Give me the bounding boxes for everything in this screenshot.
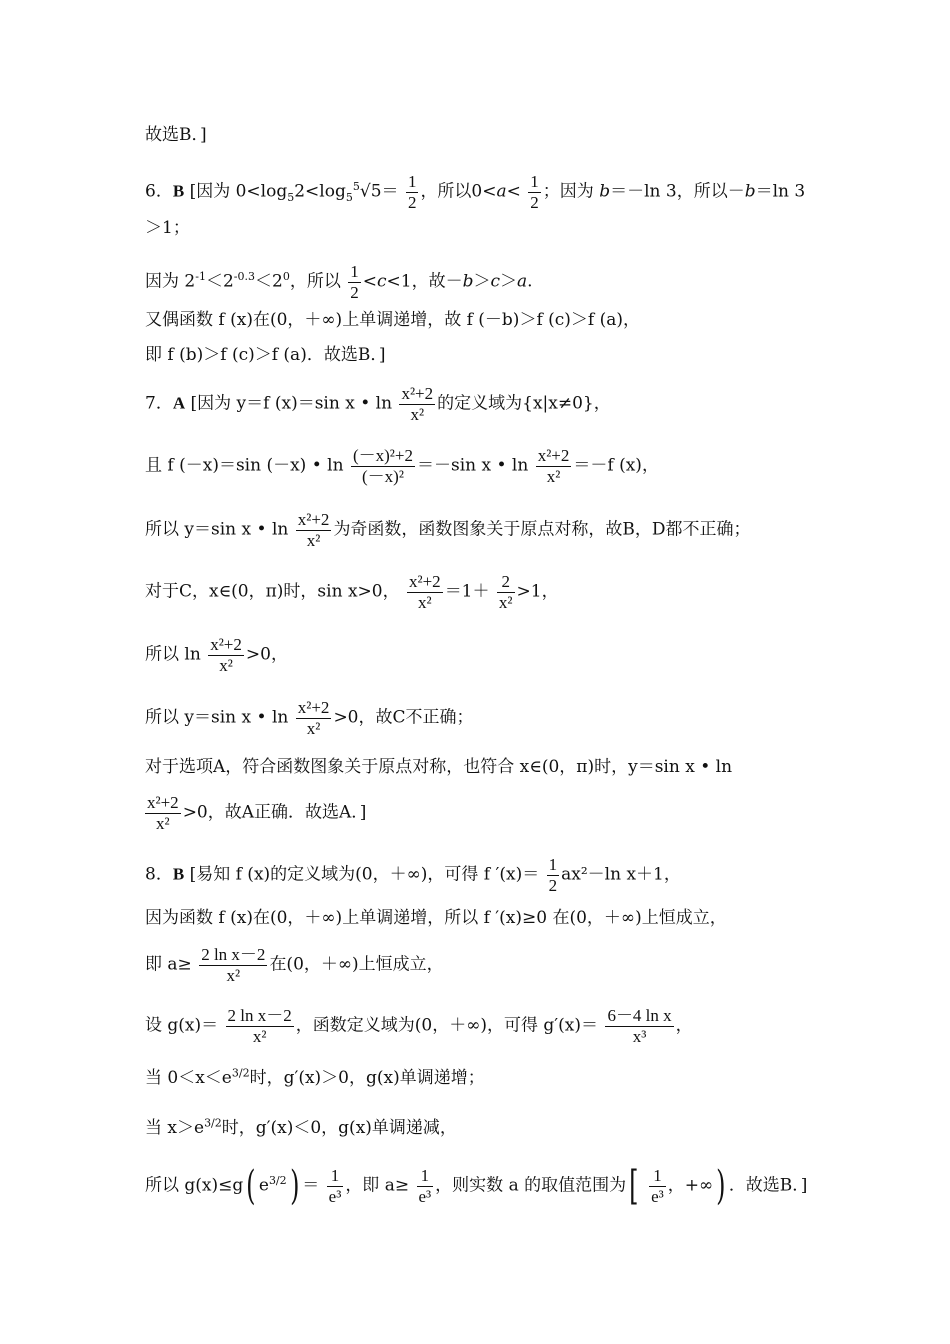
math-text: e³ xyxy=(328,1186,342,1206)
math-text: B xyxy=(172,864,185,884)
math-text: ＝－sin x • ln xyxy=(416,455,529,476)
line-15 xyxy=(145,855,681,895)
math-text: ＝1＋ xyxy=(444,581,490,602)
math-text: e³ xyxy=(418,1186,432,1206)
math-text: 所以 ln xyxy=(145,644,201,665)
math-text: x² xyxy=(306,718,321,738)
line-14 xyxy=(145,793,366,833)
line-5 xyxy=(145,312,640,329)
math-text: (－x)² xyxy=(362,466,404,486)
math-text: 1 xyxy=(327,1166,344,1187)
fraction xyxy=(407,572,443,612)
math-text: √ xyxy=(359,181,371,202)
math-text: -1 xyxy=(195,269,206,283)
line-11 xyxy=(145,635,288,675)
line-12 xyxy=(145,698,474,738)
math-text: ．故选B．] xyxy=(728,1175,808,1196)
fraction xyxy=(605,1006,673,1046)
line-19 xyxy=(145,1066,485,1088)
fraction xyxy=(327,1166,344,1206)
math-text: 5＝ xyxy=(370,181,399,202)
math-text: x²+2 xyxy=(401,384,434,403)
math-text: e xyxy=(258,1175,269,1196)
math-text: x² xyxy=(306,530,321,550)
math-text: 6－4 ln x xyxy=(607,1006,672,1025)
math-text: x² xyxy=(226,965,241,985)
fraction xyxy=(296,510,332,550)
fraction xyxy=(226,1006,294,1046)
math-text: ，所以0< xyxy=(420,181,497,202)
math-text: x² xyxy=(252,1026,267,1046)
math-text: -0.3 xyxy=(233,269,255,283)
line-1 xyxy=(145,127,207,144)
line-7 xyxy=(145,384,611,424)
math-text: 2 xyxy=(350,282,359,302)
line-3 xyxy=(145,220,190,237)
line-21 xyxy=(145,1163,808,1210)
math-text: 所以 y＝sin x • ln xyxy=(145,707,289,728)
math-text: 3/2 xyxy=(204,1116,222,1130)
math-text: 在(0，＋∞)上恒成立， xyxy=(269,954,444,975)
math-text: 因为函数 f (x)在(0，＋∞)上单调递增，所以 f ′(x)≥0 在(0，＋∞)上恒成立， xyxy=(145,908,727,928)
math-text: ， xyxy=(675,1015,693,1036)
math-text: 设 g(x)＝ xyxy=(145,1015,219,1036)
line-20 xyxy=(145,1116,457,1138)
math-text: [ xyxy=(629,1163,639,1210)
fraction xyxy=(417,1166,434,1206)
math-text: ＞ xyxy=(500,271,517,292)
math-text: 故选B．] xyxy=(145,125,207,145)
fraction xyxy=(536,446,572,486)
fraction xyxy=(145,793,181,833)
math-text: 5 xyxy=(352,179,360,193)
math-text: x² xyxy=(498,592,513,612)
math-text: 0 xyxy=(282,269,290,283)
fraction xyxy=(406,172,419,212)
math-text: 3/2 xyxy=(231,1066,250,1080)
math-text: >0，故A正确．故选A．] xyxy=(182,802,367,823)
line-4 xyxy=(145,262,533,302)
math-text: x² xyxy=(156,813,170,833)
math-text: 的定义域为{x|x≠0}， xyxy=(437,393,611,414)
math-text: [易知 f (x)的定义域为(0，＋∞)，可得 f ′(x)＝ xyxy=(189,864,540,885)
line-8 xyxy=(145,446,659,486)
math-text: x² xyxy=(418,592,432,612)
math-text: x² xyxy=(219,655,233,675)
math-text: 1 xyxy=(407,172,417,191)
math-text: ，函数定义域为(0，＋∞)，可得 g′(x)＝ xyxy=(295,1015,599,1036)
math-text: 即 a≥ xyxy=(145,954,192,975)
fraction xyxy=(351,446,415,486)
math-text: ＞1； xyxy=(145,218,190,238)
fraction xyxy=(649,1166,666,1206)
math-text: (－x)²+2 xyxy=(352,446,413,465)
math-text: ＞ xyxy=(473,271,491,292)
line-2 xyxy=(145,172,805,212)
math-text: 6． xyxy=(145,181,173,202)
math-text: 2<log xyxy=(294,181,346,202)
math-text: 5 xyxy=(287,190,295,204)
math-text: 3/2 xyxy=(268,1173,287,1187)
math-text: 2 xyxy=(497,572,515,593)
math-text: x³ xyxy=(632,1026,647,1046)
math-text: 当 0＜x＜e xyxy=(145,1068,232,1088)
math-text: >0， xyxy=(245,644,288,665)
math-text: < xyxy=(506,181,521,202)
fraction xyxy=(348,262,361,302)
math-text: 时，g′(x)＜0，g(x)单调递减， xyxy=(221,1118,457,1138)
math-text: b xyxy=(599,181,611,202)
line-17 xyxy=(145,945,444,985)
math-text: ＝ln 3 xyxy=(755,181,806,202)
fraction xyxy=(497,572,515,612)
math-text: < xyxy=(362,271,377,292)
math-text: 2 ln x－2 xyxy=(227,1006,292,1025)
math-text: ，即 a≥ xyxy=(345,1175,410,1196)
fraction xyxy=(199,945,267,985)
line-18 xyxy=(145,1006,693,1046)
math-text: 5 xyxy=(345,190,353,204)
math-text: x²+2 xyxy=(297,510,330,529)
math-text: 1 xyxy=(350,262,359,281)
math-text: x²+2 xyxy=(409,572,441,591)
math-text: ，则实数 a 的取值范围为 xyxy=(435,1175,627,1196)
math-text: 1 xyxy=(548,855,558,874)
math-text: 当 x＞e xyxy=(145,1118,205,1138)
math-text: 7． xyxy=(145,393,173,414)
math-text: ＜2 xyxy=(255,271,283,292)
math-text: 对于选项A，符合函数图象关于原点对称，也符合 x∈(0，π)时，y＝sin x • ln xyxy=(145,757,733,777)
line-9 xyxy=(145,510,751,550)
fraction xyxy=(528,172,541,212)
math-text: >1， xyxy=(516,581,559,602)
math-text: >0，故C不正确； xyxy=(333,707,474,728)
fraction xyxy=(208,635,244,675)
math-text: ＝－ln 3，所以－ xyxy=(610,181,745,202)
math-text: 2 xyxy=(407,192,417,212)
math-text: ＝－f (x)， xyxy=(573,455,659,476)
math-text: x² xyxy=(546,466,561,486)
line-16 xyxy=(145,910,727,927)
math-text: ax²－ln x＋1， xyxy=(561,864,681,885)
math-text: ) xyxy=(716,1163,726,1210)
fraction xyxy=(399,384,435,424)
math-text: b xyxy=(744,181,756,202)
math-text: 且 f (－x)＝sin (－x) • ln xyxy=(145,455,344,476)
math-text: A xyxy=(172,393,186,413)
math-text: ，所以 xyxy=(289,271,341,292)
line-13 xyxy=(145,759,732,776)
math-text: 因为 2 xyxy=(145,271,196,292)
math-text: B xyxy=(172,181,185,201)
math-text: ( xyxy=(246,1163,256,1210)
math-text: 1 xyxy=(530,172,539,191)
math-text: 又偶函数 f (x)在(0，＋∞)上单调递增，故 f (－b)＞f (c)＞f (a)， xyxy=(145,310,641,330)
line-6 xyxy=(145,347,385,364)
math-text: 即 f (b)＞f (c)＞f (a)．故选B．] xyxy=(145,345,386,365)
math-text: x²+2 xyxy=(147,793,179,812)
math-text: 1 xyxy=(649,1166,666,1187)
math-text: 1 xyxy=(417,1166,434,1187)
math-text: a xyxy=(517,271,528,292)
math-text: 8． xyxy=(145,864,173,885)
math-text: 时，g′(x)＞0，g(x)单调递增； xyxy=(249,1068,485,1088)
math-text: [因为 y＝f (x)＝sin x • ln xyxy=(190,393,393,414)
math-text: 所以 g(x)≤g xyxy=(145,1175,244,1196)
math-text: . xyxy=(527,271,533,292)
math-text: [因为 0<log xyxy=(189,181,288,202)
math-text: 对于C，x∈(0，π)时，sin x>0， xyxy=(145,581,400,602)
math-text: 2 xyxy=(530,192,539,212)
math-text: ；因为 xyxy=(542,181,600,202)
fraction xyxy=(547,855,560,895)
math-text: 所以 y＝sin x • ln xyxy=(145,519,289,540)
math-text: x²+2 xyxy=(297,698,330,717)
fraction xyxy=(296,698,332,738)
math-text: a xyxy=(496,181,507,202)
math-text: e³ xyxy=(651,1186,664,1206)
math-text: b xyxy=(462,271,474,292)
math-text: x²+2 xyxy=(210,635,242,654)
line-10 xyxy=(145,572,559,612)
math-text: ＝ xyxy=(302,1175,320,1196)
math-text: 2 ln x－2 xyxy=(201,945,266,964)
math-text: ，+∞ xyxy=(667,1175,714,1196)
math-text: x²+2 xyxy=(537,446,570,465)
math-text: c xyxy=(376,271,387,292)
math-text: c xyxy=(490,271,500,292)
math-text: <1，故－ xyxy=(386,271,463,292)
math-text: ＜2 xyxy=(205,271,234,292)
math-text: 2 xyxy=(548,875,558,895)
math-text: x² xyxy=(410,404,425,424)
math-text: 为奇函数，函数图象关于原点对称，故B，D都不正确； xyxy=(333,519,751,540)
math-text: ) xyxy=(289,1163,300,1210)
